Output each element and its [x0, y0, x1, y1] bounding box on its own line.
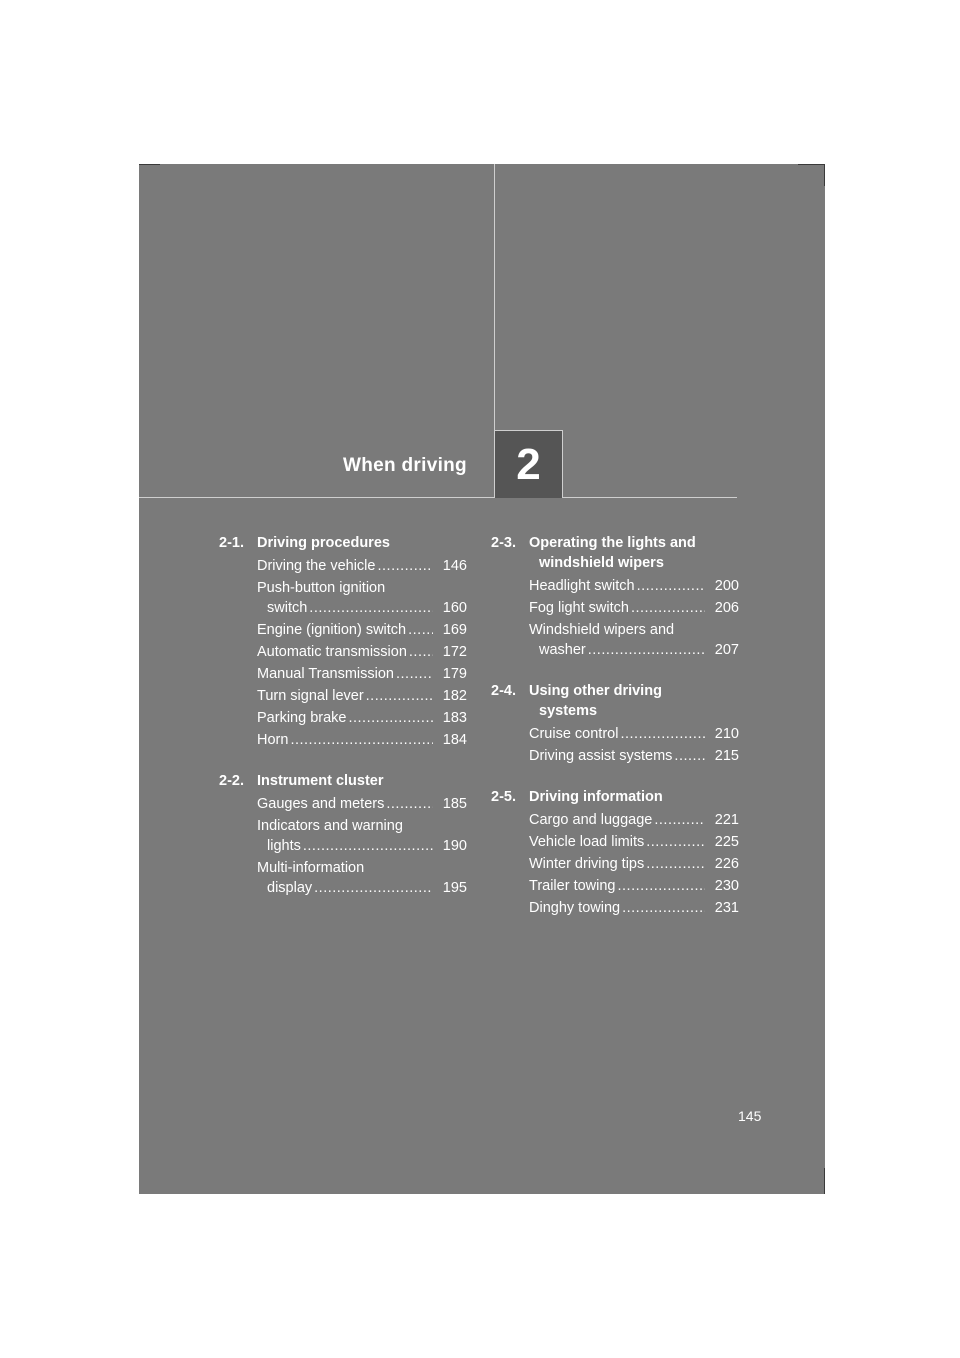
- toc-entry[interactable]: [257, 708, 467, 728]
- dot-leader: [646, 832, 705, 852]
- dot-leader: [654, 810, 705, 830]
- dot-leader: [408, 620, 433, 640]
- entry-row: [529, 854, 739, 874]
- toc-entry[interactable]: [257, 858, 467, 898]
- entry-title: Multi-information: [257, 860, 365, 876]
- entry-page-number: 185: [442, 796, 467, 812]
- page-number: 145: [738, 1108, 762, 1124]
- entry-title: Cruise control: [529, 726, 619, 742]
- chapter-divider-vertical: [494, 164, 495, 430]
- entry-page-number: 230: [714, 878, 739, 894]
- section-title-text: Instrument cluster: [257, 773, 384, 789]
- entry-title: Windshield wipers and: [529, 622, 675, 638]
- section-title-text: Driving procedures: [257, 535, 390, 551]
- section-title-text: Operating the lights and: [529, 535, 696, 551]
- dot-leader: [588, 640, 705, 660]
- toc-entry[interactable]: [529, 620, 739, 660]
- toc-entry[interactable]: [529, 598, 739, 618]
- entry-row: [529, 746, 739, 766]
- entry-title: Push-button ignition: [257, 580, 386, 596]
- chapter-number: 2: [516, 439, 541, 489]
- toc-entry[interactable]: [257, 578, 467, 618]
- entry-title: Parking brake: [257, 710, 347, 726]
- entry-row: [257, 664, 467, 684]
- entry-title: Automatic transmission: [257, 644, 407, 660]
- toc-entry[interactable]: [529, 898, 739, 918]
- entry-row: [257, 598, 467, 618]
- dot-leader: [309, 598, 433, 618]
- toc-entry[interactable]: [529, 832, 739, 852]
- entry-title: Engine (ignition) switch: [257, 622, 407, 638]
- chapter-title: When driving: [343, 455, 467, 476]
- entry-title: Cargo and luggage: [529, 812, 653, 828]
- section-title: [529, 681, 761, 721]
- dot-leader: [674, 746, 705, 766]
- toc-entry[interactable]: [529, 746, 739, 766]
- entry-row: [529, 832, 739, 852]
- toc-entry[interactable]: [529, 576, 739, 596]
- entry-page-number: 169: [442, 622, 467, 638]
- crop-mark-right-bottom: [824, 1168, 825, 1194]
- section-heading: [491, 681, 761, 721]
- entry-page-number: 195: [442, 880, 467, 896]
- dot-leader: [396, 664, 433, 684]
- section-heading: [491, 533, 761, 573]
- entry-page-number: 207: [714, 642, 739, 658]
- section-title: [529, 533, 761, 573]
- entry-page-number: 200: [714, 578, 739, 594]
- entry-page-number: 182: [442, 688, 467, 704]
- entry-page-number: 210: [714, 726, 739, 742]
- dot-leader: [631, 598, 705, 618]
- toc-right-column: [491, 533, 761, 939]
- chapter-number-tab: [494, 430, 563, 498]
- section-number: 2-1.: [219, 535, 244, 551]
- entry-row: [529, 876, 739, 896]
- entry-title: Turn signal lever: [257, 688, 364, 704]
- toc-entry[interactable]: [257, 794, 467, 814]
- section-number: 2-3.: [491, 535, 516, 551]
- entry-title-continued: lights: [267, 838, 301, 854]
- dot-leader: [386, 794, 433, 814]
- toc-entry[interactable]: [529, 854, 739, 874]
- entry-title-continued: washer: [539, 642, 586, 658]
- toc-section: [219, 771, 489, 898]
- entry-row: [529, 576, 739, 596]
- toc-entry[interactable]: [257, 686, 467, 706]
- crop-mark-top-right: [798, 164, 825, 165]
- entry-row: [257, 794, 467, 814]
- toc-section: [491, 681, 761, 766]
- entry-page-number: 172: [442, 644, 467, 660]
- dot-leader: [646, 854, 705, 874]
- entry-page-number: 179: [442, 666, 467, 682]
- section-heading: [219, 771, 489, 791]
- dot-leader: [348, 708, 433, 728]
- dot-leader: [366, 686, 433, 706]
- entry-title: Driving assist systems: [529, 748, 673, 764]
- entry-page-number: 226: [714, 856, 739, 872]
- section-title-text: Driving information: [529, 789, 663, 805]
- entry-title: Horn: [257, 732, 289, 748]
- toc-entry[interactable]: [529, 724, 739, 744]
- toc-left-column: [219, 533, 489, 919]
- entry-page-number: 231: [714, 900, 739, 916]
- section-number: 2-2.: [219, 773, 244, 789]
- entry-title: Driving the vehicle: [257, 558, 376, 574]
- dot-leader: [620, 724, 705, 744]
- chapter-divider-horizontal: [139, 497, 737, 498]
- entry-row: [257, 620, 467, 640]
- dot-leader: [622, 898, 705, 918]
- section-title-text: Using other driving: [529, 683, 662, 699]
- toc-entry[interactable]: [529, 876, 739, 896]
- entry-title: Fog light switch: [529, 600, 629, 616]
- entry-page-number: 183: [442, 710, 467, 726]
- crop-mark-top-left: [139, 164, 160, 165]
- entry-page-number: 225: [714, 834, 739, 850]
- toc-entry[interactable]: [257, 730, 467, 750]
- dot-leader: [409, 642, 433, 662]
- entry-page-number: 206: [714, 600, 739, 616]
- entry-row: [529, 810, 739, 830]
- entry-title: Indicators and warning: [257, 818, 403, 834]
- entry-row: [257, 836, 467, 856]
- entry-title: Winter driving tips: [529, 856, 645, 872]
- crop-mark-right-top: [824, 164, 825, 186]
- entry-page-number: 190: [442, 838, 467, 854]
- toc-section: [491, 533, 761, 660]
- entry-row: [529, 640, 739, 660]
- entry-row: [257, 730, 467, 750]
- entry-row: [257, 708, 467, 728]
- entry-row: [257, 686, 467, 706]
- section-title: [529, 787, 761, 807]
- entry-row: [257, 556, 467, 576]
- entry-title: Vehicle load limits: [529, 834, 645, 850]
- entry-row: [529, 598, 739, 618]
- toc-section: [491, 787, 761, 918]
- toc-entry[interactable]: [257, 816, 467, 856]
- entry-title: Dinghy towing: [529, 900, 621, 916]
- toc-entry[interactable]: [257, 556, 467, 576]
- entry-title: Headlight switch: [529, 578, 635, 594]
- section-number: 2-4.: [491, 683, 516, 699]
- section-title: [257, 771, 489, 791]
- entry-row: [529, 898, 739, 918]
- toc-entry[interactable]: [257, 620, 467, 640]
- section-title-continued: systems: [539, 703, 598, 719]
- section-title-continued: windshield wipers: [539, 555, 664, 571]
- toc-entry[interactable]: [529, 810, 739, 830]
- entry-page-number: 184: [442, 732, 467, 748]
- section-heading: [491, 787, 761, 807]
- entry-row: [257, 878, 467, 898]
- entry-title-continued: switch: [267, 600, 308, 616]
- dot-leader: [314, 878, 433, 898]
- dot-leader: [290, 730, 433, 750]
- entry-title-continued: display: [267, 880, 313, 896]
- dot-leader: [618, 876, 706, 896]
- section-heading: [219, 533, 489, 553]
- entry-row: [529, 724, 739, 744]
- entry-title: Manual Transmission: [257, 666, 394, 682]
- entry-title: Trailer towing: [529, 878, 616, 894]
- entry-page-number: 160: [442, 600, 467, 616]
- toc-entry[interactable]: [257, 642, 467, 662]
- entry-title: Gauges and meters: [257, 796, 385, 812]
- entry-page-number: 215: [714, 748, 739, 764]
- section-number: 2-5.: [491, 789, 516, 805]
- entry-row: [257, 642, 467, 662]
- dot-leader: [303, 836, 433, 856]
- dot-leader: [637, 576, 705, 596]
- entry-page-number: 221: [714, 812, 739, 828]
- entry-page-number: 146: [442, 558, 467, 574]
- toc-entry[interactable]: [257, 664, 467, 684]
- section-title: [257, 533, 489, 553]
- toc-section: [219, 533, 489, 750]
- dot-leader: [377, 556, 433, 576]
